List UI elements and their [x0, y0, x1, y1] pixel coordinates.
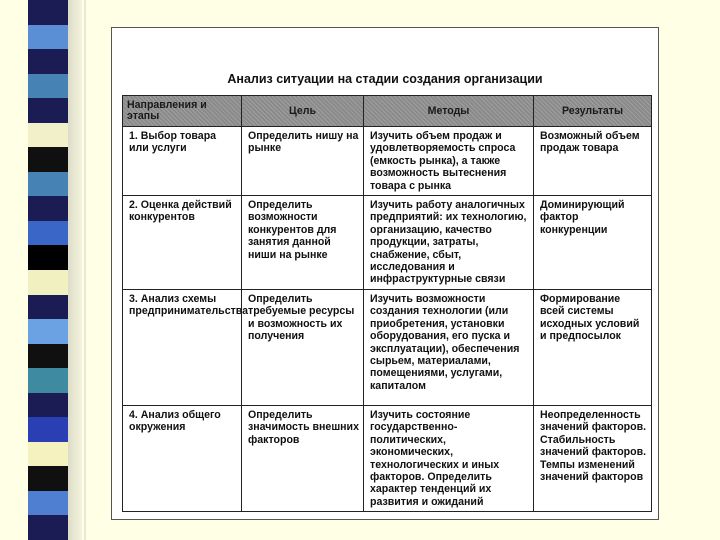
cell-goal: Определить значимость внешних факторов [242, 406, 364, 512]
stripe-segment [28, 295, 68, 320]
scanned-document [111, 27, 659, 520]
stripe-shadow [68, 0, 82, 540]
cell-goal: Определить нишу на рынке [242, 127, 364, 196]
cell-goal: Определить требуемые ресурсы и возможность их получения [242, 290, 364, 406]
stripe-segment [28, 491, 68, 516]
column-header-stages: Направления и этапы [123, 96, 242, 127]
stripe-segment [28, 344, 68, 369]
stripe-segment [28, 0, 68, 25]
document-title: Анализ ситуации на стадии создания организации [227, 72, 543, 86]
cell-methods: Изучить возможности создания технологии (или приобретения, установки оборудования, его пуска и эксплуатации), обеспечения сырьем, материалами, помещениями, услугами, капиталом [364, 290, 534, 406]
cell-stage: 4. Анализ общего окружения [123, 406, 242, 512]
stripe-segment [28, 368, 68, 393]
table-row [123, 196, 652, 290]
stripe-segment [28, 245, 68, 270]
stripe-segment [28, 123, 68, 148]
stripe-segment [28, 98, 68, 123]
stripe-segment [28, 319, 68, 344]
stripe-segment [28, 25, 68, 50]
table-row [123, 127, 652, 196]
cell-stage: 3. Анализ схемы предпринимательства [123, 290, 242, 406]
cell-goal: Определить возможности конкурентов для занятия данной ниши на рынке [242, 196, 364, 290]
cell-results: Формирование всей системы исходных условий и предпосылок [534, 290, 652, 406]
table-row [123, 290, 652, 406]
stripe-segment [28, 147, 68, 172]
cell-stage: 1. Выбор товара или услуги [123, 127, 242, 196]
stripe-segment [28, 417, 68, 442]
table-header-row [123, 96, 652, 127]
stripe-divider-line [84, 0, 86, 540]
stripe-segment [28, 393, 68, 418]
cell-stage: 2. Оценка действий конкурентов [123, 196, 242, 290]
column-header-results: Результаты [534, 96, 652, 127]
stripe-segment [28, 270, 68, 295]
stripe-segment [28, 49, 68, 74]
stripe-segment [28, 196, 68, 221]
cell-methods: Изучить состояние государственно-политических, экономических, технологических и иных факторов. Определить характер тенденций их развития и ожиданий [364, 406, 534, 512]
column-header-goal: Цель [242, 96, 364, 127]
column-header-methods: Методы [364, 96, 534, 127]
cell-results: Доминирующий фактор конкуренции [534, 196, 652, 290]
stripe-segment [28, 221, 68, 246]
stripe-segment [28, 172, 68, 197]
stripe-segment [28, 442, 68, 467]
cell-results: Возможный объем продаж товара [534, 127, 652, 196]
stripe-segment [28, 515, 68, 540]
table-row [123, 406, 652, 512]
decorative-stripe-bar [28, 0, 68, 540]
cell-results: Неопределенность значений факторов. Стабильность значений факторов. Темпы изменений значений факторов [534, 406, 652, 512]
cell-methods: Изучить объем продаж и удовлетворяемость спроса (емкость рынка), а также возможность вытеснения товара с рынка [364, 127, 534, 196]
cell-methods: Изучить работу аналогичных предприятий: их технологию, организацию, качество продукции, затраты, снабжение, сбыт, исследования и инфраструктурные связи [364, 196, 534, 290]
stripe-segment [28, 466, 68, 491]
stripe-segment [28, 74, 68, 99]
analysis-table [122, 95, 652, 512]
